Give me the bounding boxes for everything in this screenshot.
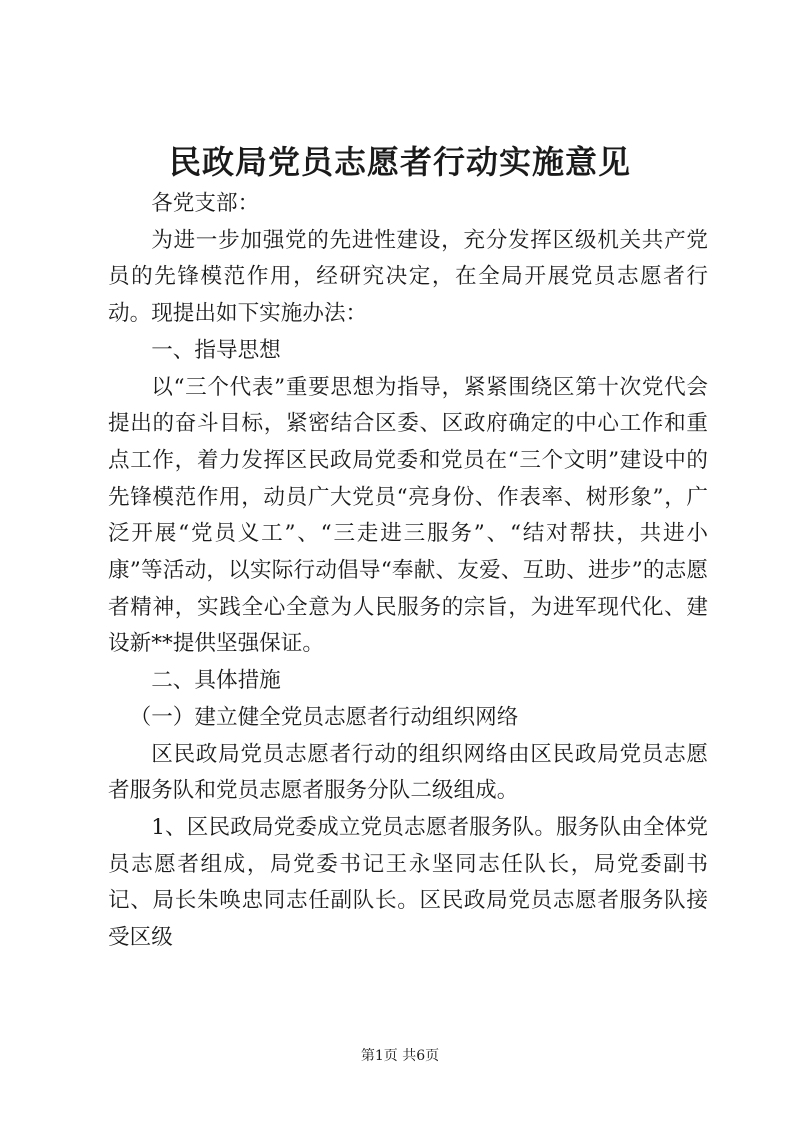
document-body <box>108 186 708 957</box>
subsection-heading-1: （一）建立健全党员志愿者行动组织网络 <box>129 704 519 730</box>
intro-paragraph: 为进一步加强党的先进性建设，充分发挥区级机关共产党员的先锋模范作用，经研究决定，在全局开展党员志愿者行动。现提出如下实施办法： <box>108 227 708 327</box>
page-footer: 第1页 共6页 <box>360 1048 440 1064</box>
network-paragraph: 区民政局党员志愿者行动的组织网络由区民政局党员志愿者服务队和党员志愿者服务分队二级组成。 <box>108 741 708 804</box>
section-heading-1: 一、指导思想 <box>151 337 281 363</box>
guiding-thought-paragraph: 以“三个代表”重要思想为指导，紧紧围绕区第十次党代会提出的奋斗目标，紧密结合区委、区政府确定的中心工作和重点工作，着力发挥区民政局党委和党员在“三个文明”建设中的先锋模范作用，动员广大党员“亮身份、作表率、树形象”，广泛开展“党员义工”、“三走进三服务”、“结对帮扶，共进小康”等活动，以实际行动倡导“奉献、友爱、互助、进步”的志愿者精神，实践全心全意为人民服务的宗旨，为进军现代化、建设新**提供坚强保证。 <box>108 374 708 657</box>
document-title: 民政局党员志愿者行动实施意见 <box>168 143 631 181</box>
salutation: 各党支部： <box>151 191 260 216</box>
section-heading-2: 二、具体措施 <box>151 668 281 694</box>
item-1-paragraph: 1、区民政局党委成立党员志愿者服务队。服务队由全体党员志愿者组成，局党委书记王永坚同志任队长，局党委副书记、局长朱唤忠同志任副队长。区民政局党员志愿者服务队接受区级 <box>108 814 708 951</box>
